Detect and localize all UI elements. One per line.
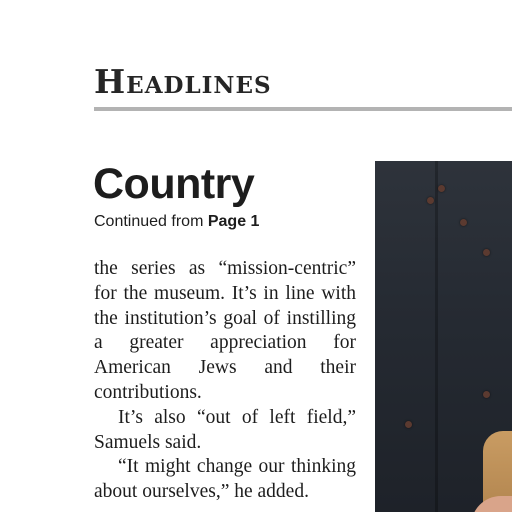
person-shoulder: [471, 496, 512, 512]
plate-seam: [435, 161, 438, 512]
continued-page-link: Page 1: [207, 213, 260, 230]
paragraph: “It might change our thinking about ourselves,” he added.: [94, 456, 356, 503]
article-body: [94, 257, 356, 505]
paragraph: the series as “mission-centric” for the museum. It’s in line with the institution’s goal of instilling a greater appreciation for American Jews and their contributions.: [94, 258, 356, 403]
article-title: Country: [93, 160, 255, 208]
continued-line: [94, 212, 259, 232]
rivet: [438, 185, 445, 192]
continued-prefix: Continued from: [94, 213, 208, 230]
rivet: [405, 421, 412, 428]
paragraph: It’s also “out of left field,” Samuels said.: [94, 406, 356, 453]
rivet: [460, 219, 467, 226]
article-photo: [375, 161, 512, 512]
section-header: Headlines: [94, 62, 272, 101]
rivet: [427, 197, 434, 204]
rivet: [483, 391, 490, 398]
rivet: [483, 249, 490, 256]
section-divider: [94, 107, 512, 111]
